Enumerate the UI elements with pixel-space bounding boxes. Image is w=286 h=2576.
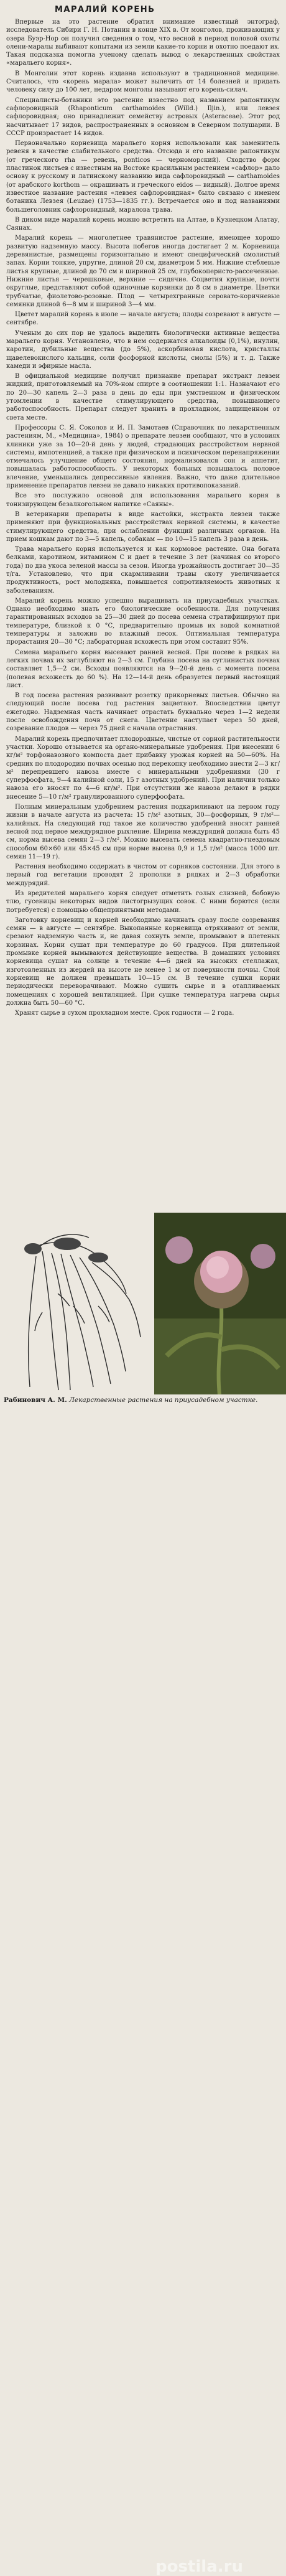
- paragraph: В официальной медицине получил признание препарат экстракт левзеи жидкий, приготовляемый на 70%-ном спирте в соотношении 1:1. Назначают его по 20—30 капель 2—3 раза в день до еды при умственном и физическом утомлении в качестве стимулирующего средства, повышающего работоспособность. Препарат следует хранить в прохладном, защищенном от света месте.: [6, 373, 280, 421]
- caption-author: Рабинович А. М.: [4, 1396, 67, 1404]
- article-text: [6, 5, 280, 1019]
- paragraph: В год посева растения развивают розетку прикорневых листьев. Обычно на следующий после посева год растения зацветают. Впоследствии цветут ежегодно. Надземная часть начинает отрастать буквально через 1—2 недели после освобождения почв от снега. Цветение наступает через 50 дней, созревание плодов — через 75 дней с начала отрастания.: [6, 692, 280, 733]
- paragraph: Первоначально корневища маральего корня использовали как заменитель ревеня в качестве слабительного средства. Отсюда и его название рапонтикум (от греческого rha — ревень, ponticos — черноморский). Сходство форм пластинок листьев с известным на Востоке красильным растением «сафлор» дало основу к русскому и латинскому названию вида сафлоровидный — carthamoides (от арабского korthom — окрашивать и греческого eidos — видный). Долгое время известное название растения «левзея сафлоровидная» было связано с именем ботаника Левзея (Leuzae) (1753—1835 гг.). Встречается оно и под названиями большеголовник сафлоровидный, маралова трава.: [6, 140, 280, 214]
- paragraph: В диком виде маралий корень можно встретить на Алтае, в Кузнецком Алатау, Саянах.: [6, 216, 280, 232]
- article-body: [6, 18, 280, 1017]
- article-title: МАРАЛИЙ КОРЕНЬ: [55, 5, 155, 14]
- paragraph: Заготовку корневищ и корней необходимо начинать сразу после созревания семян — в августе — сентябре. Выкопанные корневища отряхивают от земли, срезают надземную часть и, не давая сохнуть земле, промывают в плетеных корзинах. Корни сушат при температуре до 60 градусов. При длительной промывке корней вымываются действующие вещества. В домашних условиях корневища сушат на солнце в течение 4—6 дней на высоких стеллажах, изготовленных из жердей на высоте не менее 1 м от поверхности почвы. Слой корневищ не должен превышать 10—15 см. В течение сушки корни периодически переворачивают. Можно сушить сырье и в отапливаемых помещениях с хорошей вентиляцией. При сушке температура нагрева сырья должна быть 50—60 °С.: [6, 916, 280, 1007]
- paragraph: Маралий корень — многолетнее травянистое растение, имеющее хорошо развитую надземную массу. Высота побегов иногда достигает 2 м. Корневища деревянистые, размещены горизонтально и имеют специфический смолистый запах. Корни тонкие, упругие, длиной 20 см, диаметром 5 мм. Нижние стеблевые листья крупные, длиной до 70 см и шириной 25 см, глубокоперисто-рассеченные. Нижние листья — черешковые, верхние — сидячие. Соцветия крупные, почти округлые, представляют собой одиночные корзинки до 8 см в диаметре. Цветки трубчатые, фиолетово-розовые. Плод — четырехгранные серовато-коричневые семянки длиной 6—8 мм и шириной 3—4 мм.: [6, 235, 280, 308]
- paragraph: Профессоры С. Я. Соколов и И. П. Замотаев (Справочник по лекарственным растениям, М., «Медицина», 1984) о препарате левзеи сообщают, что в условиях клиники уже за 10—20-й день у людей, страдающих расстройством нервной системы, импотенцией, а также при физическом и психическом перенапряжении отмечалось улучшение общего состояния, нормализовался сон и аппетит, повышалась работоспособность. У некоторых больных повышалось половое влечение, уменьшались депрессивные явления. Важно, что даже длительное применение препаратов левзеи не давало никаких противопоказаний.: [6, 424, 280, 490]
- paragraph: В Монголии этот корень издавна используют в традиционной медицине. Считалось, что «корень марала» может вылечить от 14 болезней и придать человеку силу до 100 лет, недаром монголы называют его корень-силач.: [6, 70, 280, 94]
- paragraph: Полным минеральным удобрением растения подкармливают на первом году жизни в начале августа из расчета: 15 г/м² азотных, 30—фосфорных, 9 г/м²—калийных. На следующий год такое же количество удобрений вносят ранней весной под первое междурядное рыхление. Ширина междурядий должна быть 45 см, норма высева семян 2—3 г/м². Можно высевать семена квадратно-гнездовым способом 60×60 или 45×45 см при норме высева 0,9 и 1,5 г/м² (масса 1000 шт. семян 11—19 г).: [6, 804, 280, 860]
- source-caption: [4, 1396, 282, 1404]
- paragraph: Из вредителей маральего корня следует отметить голых слизней, бобовую тлю, гусеницы некоторых видов листогрызущих совок. С ними борются (если потребуется) с помощью общепринятыми методами.: [6, 890, 280, 914]
- paragraph: Ученым до сих пор не удалось выделить биологически активные вещества маральего корня. Установлено, что в нем содержатся алкалоиды (0,1%), инулин, каротин, дубильные вещества (до 5%), аскорбиновая кислота, кристаллы щавелевокислого кальция, соли фосфорной кислоты, смолы (5%) и т. д. Также камеди и эфирные масла.: [6, 329, 280, 370]
- paragraph: Специалисты-ботаники это растение известно под названием рапонтикум сафлоровидный (Rhaponticum carthamoides (Willd.) Iljin.), или левзея сафлоровидная; оно принадлежит семейству астровых (Asteraceae). Этот род насчитывает 17 видов, распространенных в основном в Северном полушарии. В СССР произрастает 14 видов.: [6, 96, 280, 137]
- paragraph: Цветет маралий корень в июле — начале августа; плоды созревают в августе — сентябре.: [6, 311, 280, 327]
- plant-photo: [154, 1213, 286, 1394]
- caption-source: Лекарственные растения на приусадебном участке.: [69, 1396, 258, 1404]
- watermark: postila.ru: [155, 2557, 243, 2576]
- paragraph: Хранят сырье в сухом прохладном месте. Срок годности — 2 года.: [15, 1010, 234, 1017]
- paragraph: Семена маральего корня высевают ранней весной. При посеве в рядках на легких почвах их заглубляют на 2—3 см. Глубина посева на суглинистых почвах составляет 1,5—2 см. Всходы появляются на 9—20-й день с момента посева (полевая всхожесть до 60 %). На 12—14-й день образуется первый настоящий лист.: [6, 649, 280, 689]
- paragraph: Растения необходимо содержать в чистом от сорняков состоянии. Для этого в первый год вегетации проводят 2 прополки в рядках и 2—3 обработки междурядий.: [6, 863, 280, 887]
- paragraph: Маралий корень предпочитает плодородные, чистые от сорной растительности участки. Хорошо отзывается на органо-минеральные удобрения. При внесении 6 кг/м² торфонавозного компоста дает прибавку урожая корней на 50—60%. На средних по плодородию почвах осенью под перекопку необходимо внести 2—3 кг/м² перепревшего навоза вместе с минеральными удобрениями (30 г суперфосфата, 9—4 калийной соли, 15 г азотных удобрений). При наличии только навоза его вносят по 4—6 кг/м². При отсутствии же навоза делают в рядки внесение 5—10 г/м² гранулированного суперфосфата.: [6, 735, 280, 801]
- paragraph: Маралий корень можно успешно выращивать на приусадебных участках. Однако необходимо знать его биологические особенности. Для получения гарантированных всходов за 25—30 дней до посева семена стратифицируют при температуре, близкой к 0 °С, предварительно промыв их водой комнатной температуры и заложив во влажный песок. Оптимальная температура прорастания 20—30 °С; лабораторная всхожесть при этом составит 95%.: [6, 597, 280, 646]
- paragraph: Все это послужило основой для использования маральего корня в тонизирующем безалкогольном напитке «Саяны».: [6, 492, 280, 508]
- root-drawing: [5, 1213, 148, 1394]
- paragraph: В ветеринарии препараты в виде настойки, экстракта левзеи также применяют при функциональных расстройствах нервной системы, в качестве стимулирующего средства, при ослаблении функций различных органов. На прием кошкам дают по 3—5 капель, собакам — по 10—15 капель 3 раза в день.: [6, 510, 280, 543]
- paragraph: Трава маральего корня используется и как кормовое растение. Она богата белками, каротином, витамином С и дает в течение 3 лет (начиная со второго года) по два укоса зеленой массы за сезон. Иногда урожайность достигает 30—35 т/га. Установлено, что при скармливании травы скоту увеличивается продуктивность, рост молодняка, повышается сопротивляемость животных к заболеваниям.: [6, 546, 280, 595]
- paragraph: Впервые на это растение обратил внимание известный энтограф, исследователь Сибири Г. Н. Потанин в конце XIX в. От монголов, проживающих у озера Буэр-Нор он получил сведения о том, что весной в период половой охоты олени-маралы выбивают копытами из земли какие-то корни и охотно поедают их. Такая подсказка помогла ученому сделать вывод о лекарственных свойствах «маральего корня».: [6, 19, 280, 67]
